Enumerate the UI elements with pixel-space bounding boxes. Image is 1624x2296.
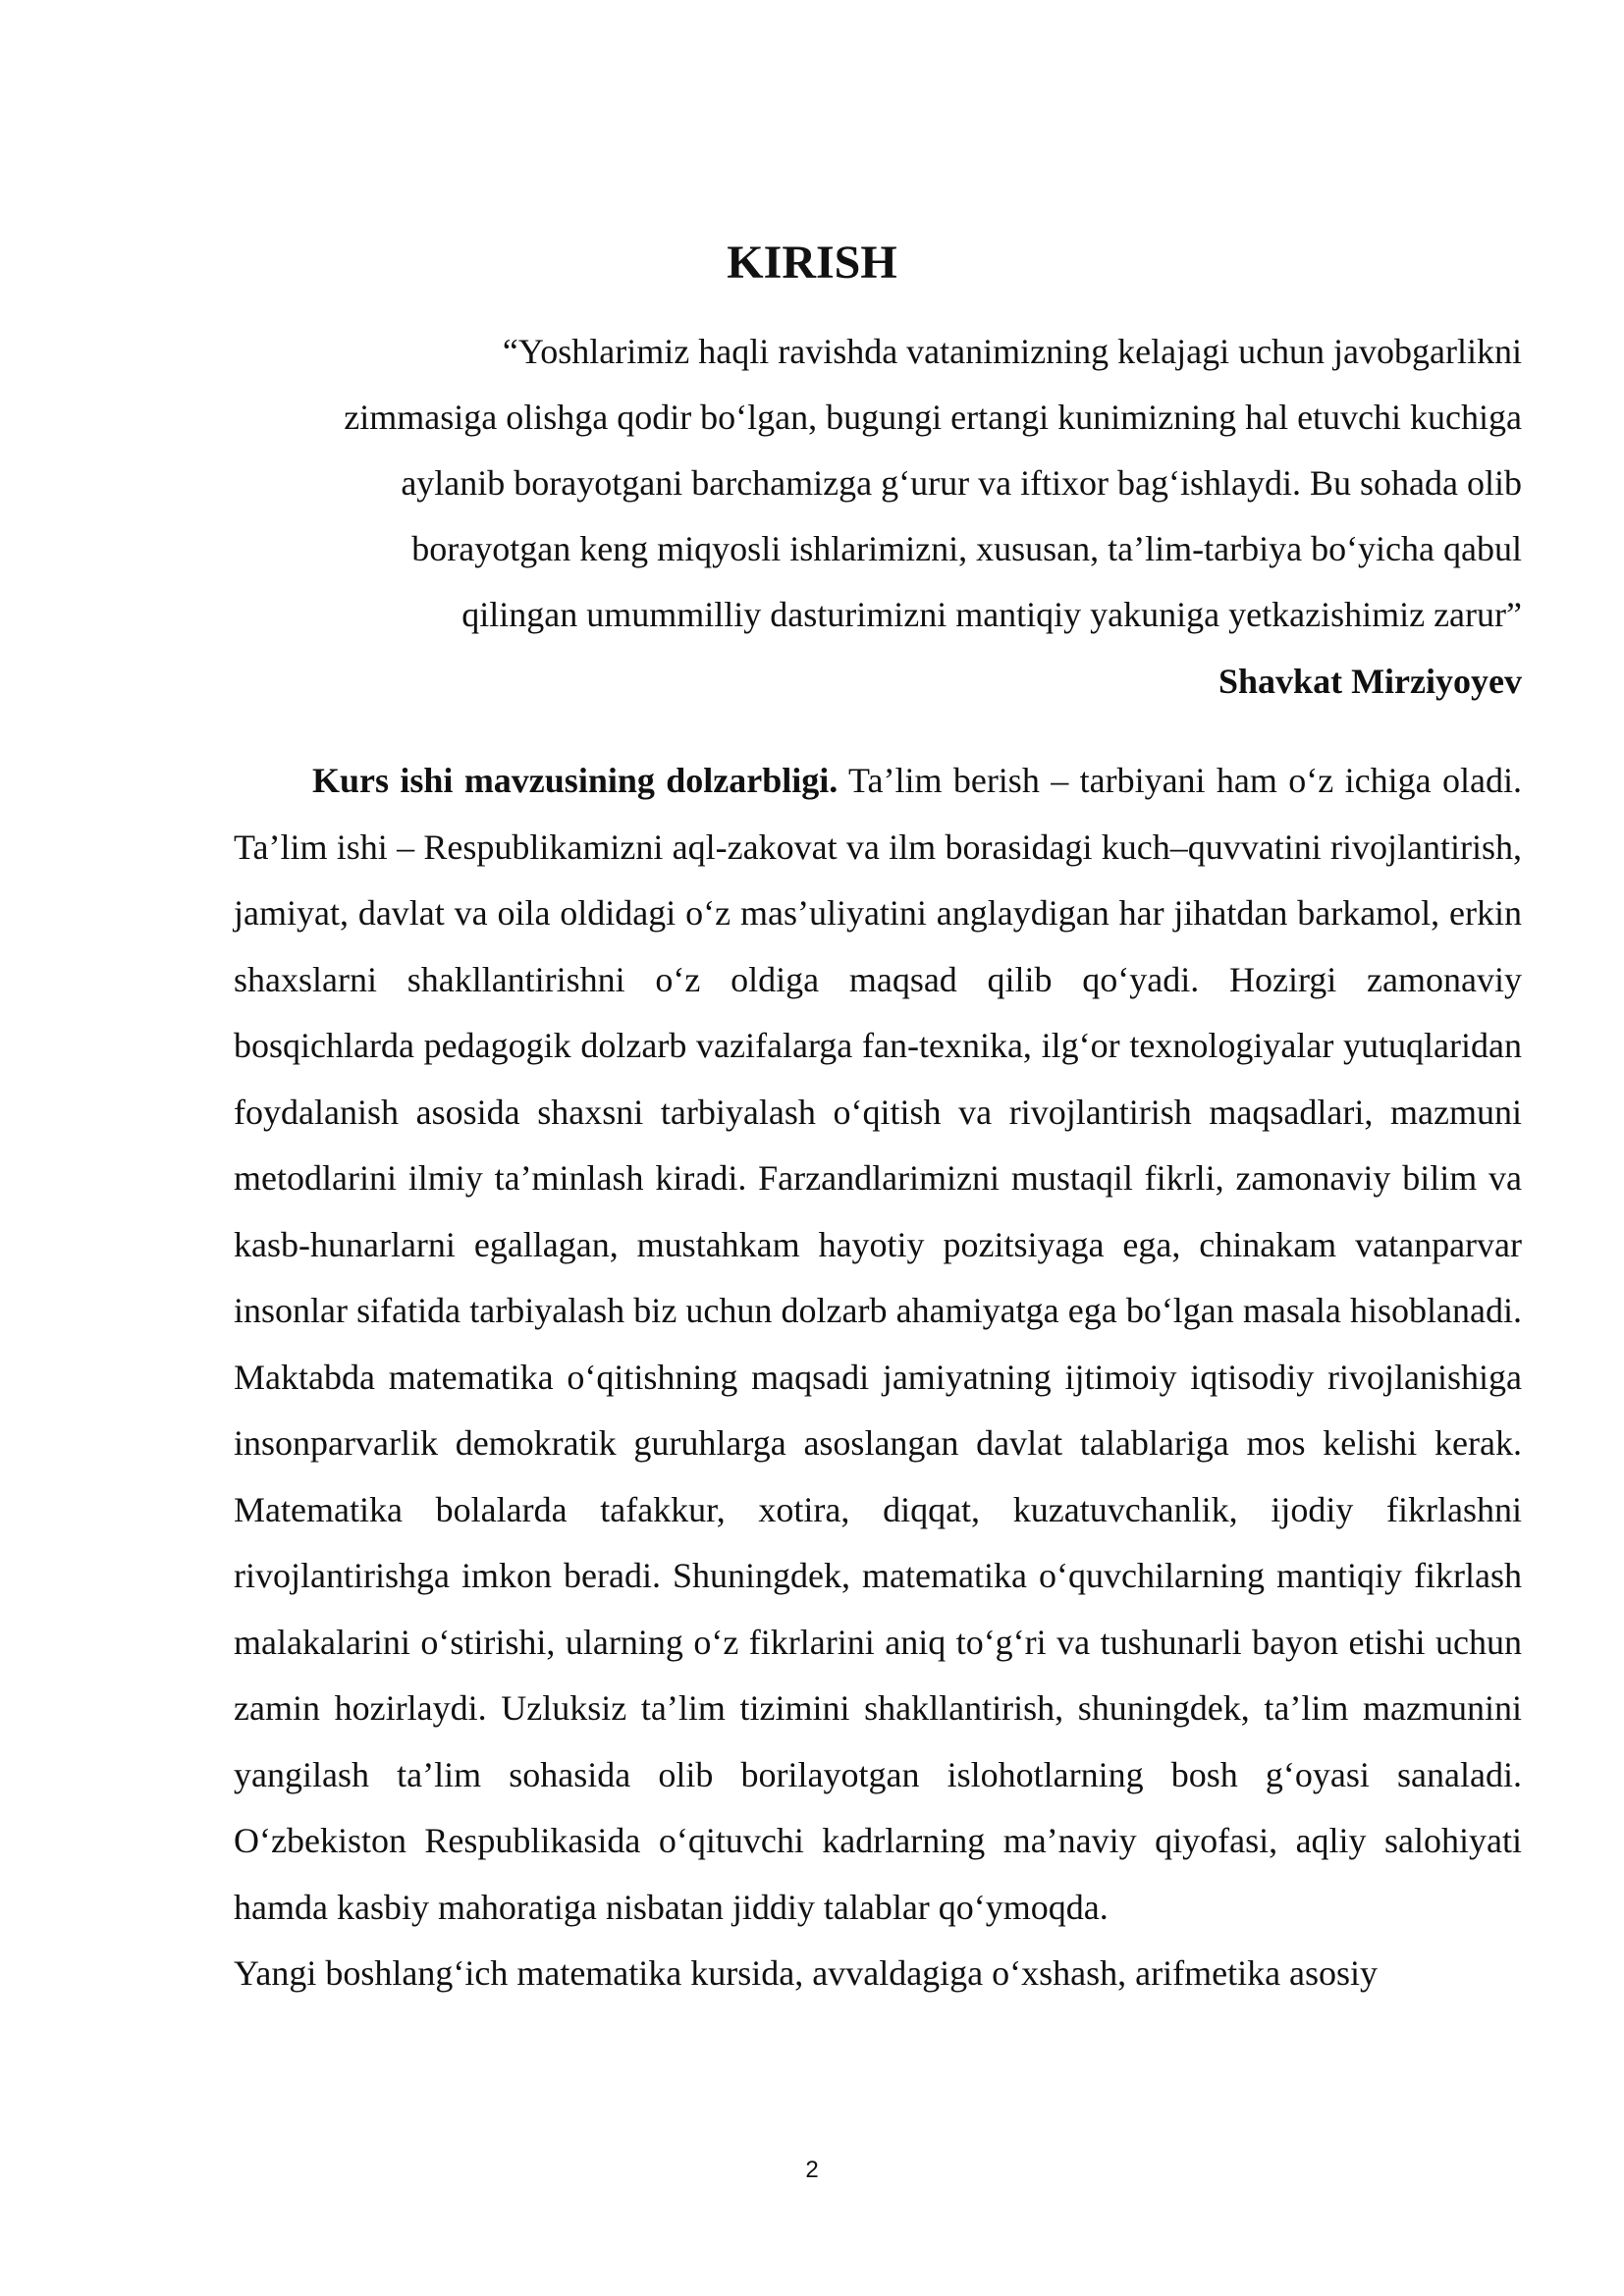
epigraph-line: “Yoshlarimiz haqli ravishda vatanimizning kelajagi uchun javobgarlikni [502,332,1522,371]
epigraph-line: borayotgan keng miqyosli ishlarimizni, xususan, ta’lim-tarbiya bo‘yicha qabul [411,529,1522,568]
epigraph-line: zimmasiga olishga qodir bo‘lgan, bugungi ertangi kunimizning hal etuvchi kuchiga [344,398,1522,437]
epigraph-quote [228,319,1522,648]
paragraph-lead-heading: Kurs ishi mavzusining dolzarbligi. [312,761,839,800]
body-text [234,748,1522,2007]
section-title: KIRISH [727,237,897,289]
body-paragraph [234,748,1522,1941]
page-number: 2 [805,2157,819,2183]
epigraph-line: qilingan umummilliy dasturimizni mantiqiy yakuniga yetkazishimiz zarur” [461,595,1522,634]
epigraph-author: Shavkat Mirziyoyev [1218,662,1522,701]
paragraph-text: Ta’lim berish – tarbiyani ham o‘z ichiga oladi. Ta’lim ishi – Respublikamizni aql-zakovat va ilm borasidagi kuch–quvvatini rivojlantirish, jamiyat, davlat va oila oldidagi o‘z mas’uliyatini anglaydigan har jihatdan barkamol, erkin shaxslarni shakllantirishni o‘z oldiga maqsad qilib qo‘yadi. Hozirgi zamonaviy bosqichlarda pedagogik dolzarb vazifalarga fan-texnika, ilg‘or texnologiyalar yutuqlaridan foydalanish asosida shaxsni tarbiyalash o‘qitish va rivojlantirish maqsadlari, mazmuni metodlarini ilmiy ta’minlash kiradi. Farzandlarimizni mustaqil fikrli, zamonaviy bilim va kasb-hunarlarni egallagan, mustahkam hayotiy pozitsiyaga ega, chinakam vatanparvar insonlar sifatida tarbiyalash biz uchun dolzarb ahamiyatga ega bo‘lgan masala hisoblanadi. Maktabda matematika o‘qitishning maqsadi jamiyatning ijtimoiy iqtisodiy rivojlanishiga insonparvarlik demokratik guruhlarga asoslangan davlat talablariga mos kelishi kerak. Matematika bolalarda tafakkur, xotira, diqqat, kuzatuvchanlik, ijodiy fikrlashni rivojlantirishga imkon beradi. Shuningdek, matematika o‘quvchilarning mantiqiy fikrlash malakalarini o‘stirishi, ularning o‘z fikrlarini aniq to‘g‘ri va tushunarli bayon etishi uchun zamin hozirlaydi. Uzluksiz ta’lim tizimini shakllantirish, shuningdek, ta’lim mazmunini yangilash ta’lim sohasida olib borilayotgan islohotlarning bosh g‘oyasi sanaladi. O‘zbekiston Respublikasida o‘qituvchi kadrlarning ma’naviy qiyofasi, aqliy salohiyati hamda kasbiy mahoratiga nisbatan jiddiy talablar qo‘ymoqda. [234,761,1522,1927]
epigraph-line: aylanib borayotgani barchamizga g‘urur va iftixor bag‘ishlaydi. Bu sohada olib [401,463,1522,503]
body-paragraph-continued: Yangi boshlang‘ich matematika kursida, avvaldagiga o‘xshash, arifmetika asosiy [234,1953,1379,1993]
